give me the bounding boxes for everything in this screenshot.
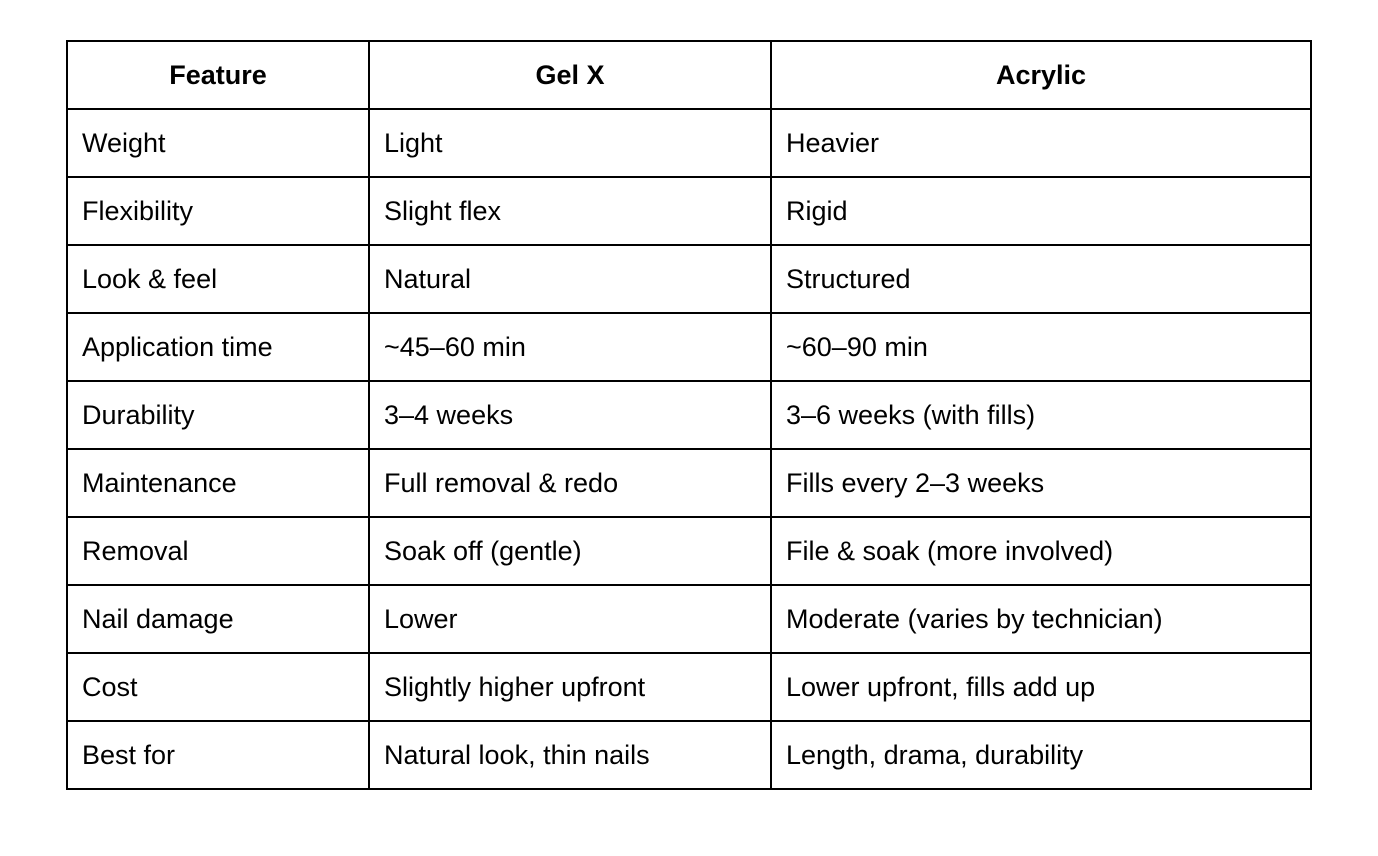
table-cell-acrylic: ~60–90 min — [771, 313, 1311, 381]
table-row — [67, 653, 1311, 721]
table-cell-acrylic: Heavier — [771, 109, 1311, 177]
table-cell-gel-x: Light — [369, 109, 771, 177]
table-row — [67, 517, 1311, 585]
table-row — [67, 585, 1311, 653]
table-row — [67, 449, 1311, 517]
table-cell-gel-x: Lower — [369, 585, 771, 653]
table-cell-acrylic: Moderate (varies by technician) — [771, 585, 1311, 653]
table-row — [67, 177, 1311, 245]
table-cell-feature: Cost — [67, 653, 369, 721]
table-cell-feature: Maintenance — [67, 449, 369, 517]
table-cell-acrylic: Length, drama, durability — [771, 721, 1311, 789]
header-row — [67, 41, 1311, 109]
table-cell-feature: Removal — [67, 517, 369, 585]
table-cell-gel-x: ~45–60 min — [369, 313, 771, 381]
table-cell-acrylic: Lower upfront, fills add up — [771, 653, 1311, 721]
header-cell-feature: Feature — [67, 41, 369, 109]
table-cell-gel-x: 3–4 weeks — [369, 381, 771, 449]
header-cell-gel-x: Gel X — [369, 41, 771, 109]
table-row — [67, 313, 1311, 381]
table-row — [67, 381, 1311, 449]
table-cell-feature: Application time — [67, 313, 369, 381]
header-cell-acrylic: Acrylic — [771, 41, 1311, 109]
table-cell-feature: Weight — [67, 109, 369, 177]
table-cell-gel-x: Slight flex — [369, 177, 771, 245]
table-cell-acrylic: Rigid — [771, 177, 1311, 245]
table-cell-acrylic: File & soak (more involved) — [771, 517, 1311, 585]
table-body — [67, 109, 1311, 789]
table-cell-acrylic: 3–6 weeks (with fills) — [771, 381, 1311, 449]
table-cell-gel-x: Soak off (gentle) — [369, 517, 771, 585]
table-row — [67, 721, 1311, 789]
table-cell-feature: Durability — [67, 381, 369, 449]
table-cell-feature: Flexibility — [67, 177, 369, 245]
table-cell-gel-x: Natural look, thin nails — [369, 721, 771, 789]
table-cell-feature: Nail damage — [67, 585, 369, 653]
table-cell-gel-x: Full removal & redo — [369, 449, 771, 517]
table-cell-acrylic: Structured — [771, 245, 1311, 313]
table-cell-feature: Best for — [67, 721, 369, 789]
comparison-table — [66, 40, 1312, 790]
table-cell-acrylic: Fills every 2–3 weeks — [771, 449, 1311, 517]
table-cell-gel-x: Natural — [369, 245, 771, 313]
table-header — [67, 41, 1311, 109]
table-row — [67, 245, 1311, 313]
table-row — [67, 109, 1311, 177]
table-cell-gel-x: Slightly higher upfront — [369, 653, 771, 721]
table-cell-feature: Look & feel — [67, 245, 369, 313]
